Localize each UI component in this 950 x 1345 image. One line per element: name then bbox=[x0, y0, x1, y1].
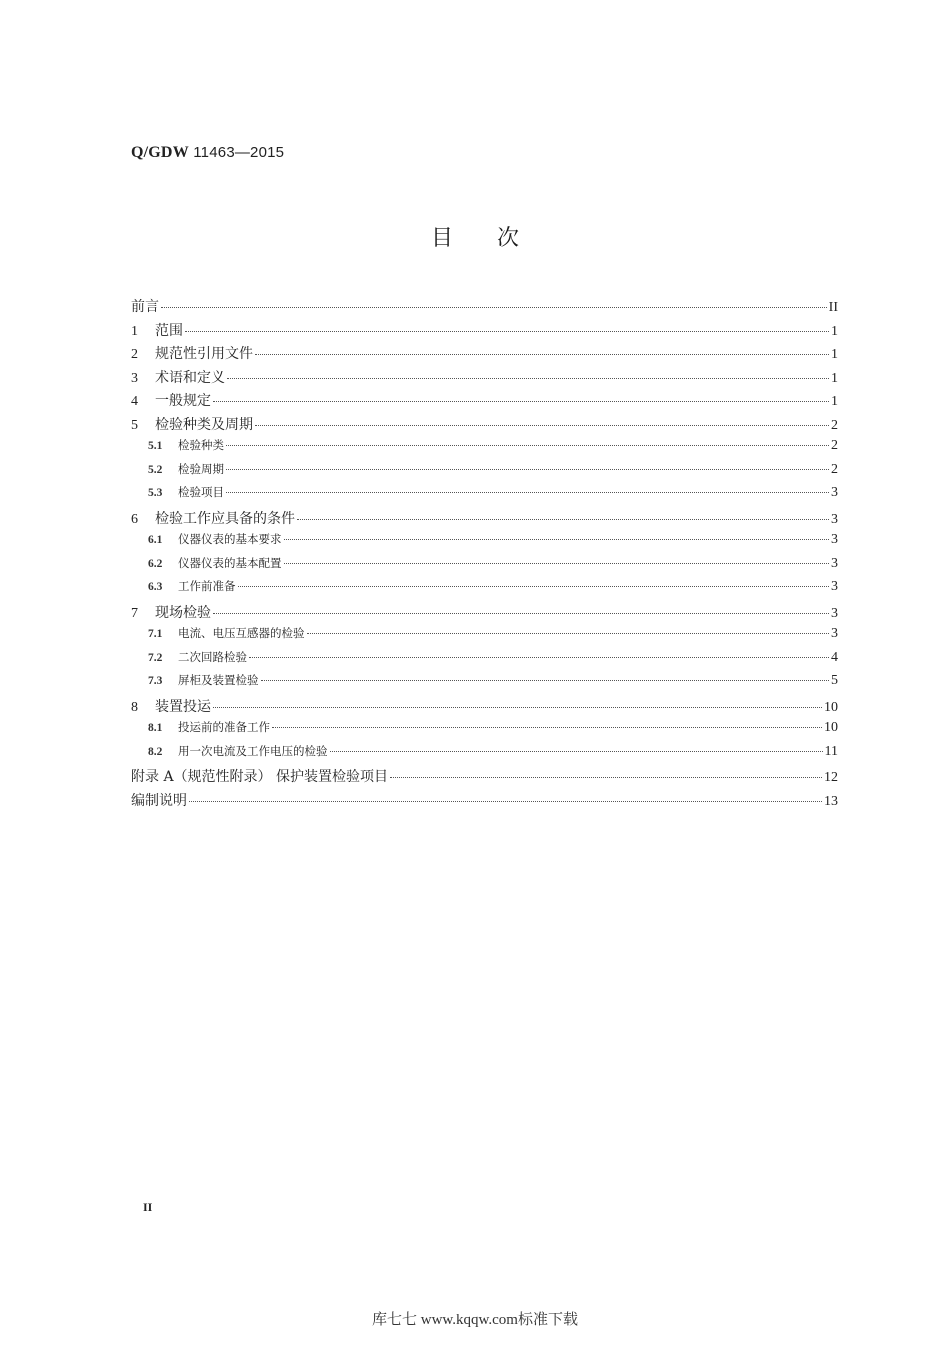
toc-page: 3 bbox=[831, 511, 838, 527]
toc-label: 检验种类 bbox=[178, 438, 224, 452]
toc-entry-7[interactable] bbox=[131, 602, 838, 626]
toc-label: 现场检验 bbox=[155, 604, 211, 621]
page-number: II bbox=[143, 1200, 153, 1214]
toc-label: 检验周期 bbox=[178, 461, 224, 476]
leader-dots bbox=[261, 680, 830, 681]
toc-entry-7-1[interactable] bbox=[131, 625, 838, 649]
leader-dots bbox=[284, 563, 830, 564]
toc-number: 1 bbox=[131, 323, 138, 339]
toc-number: 5 bbox=[131, 417, 138, 433]
toc-number: 3 bbox=[131, 370, 138, 386]
toc-page: 10 bbox=[824, 699, 838, 715]
leader-dots bbox=[255, 425, 829, 426]
toc-page: 3 bbox=[831, 579, 838, 594]
toc-number: 8.2 bbox=[148, 745, 163, 758]
toc-label: 编制说明 bbox=[131, 792, 187, 809]
leader-dots bbox=[226, 445, 829, 446]
standard-code bbox=[131, 144, 284, 162]
toc-entry-5-1[interactable] bbox=[131, 437, 838, 461]
toc-label: 附录 A（规范性附录） 保护装置检验项目 bbox=[131, 769, 389, 785]
toc-entry-6-2[interactable] bbox=[131, 555, 838, 579]
toc-page: 5 bbox=[831, 673, 838, 688]
toc-label: 检验工作应具备的条件 bbox=[155, 510, 295, 527]
toc-label: 屏柜及装置检验 bbox=[178, 673, 259, 687]
toc-label: 装置投运 bbox=[155, 698, 211, 715]
toc-number: 5.2 bbox=[148, 463, 163, 476]
leader-dots bbox=[226, 469, 829, 470]
toc-page: 2 bbox=[831, 417, 838, 433]
toc-page: 2 bbox=[831, 438, 838, 453]
toc-number: 8 bbox=[131, 699, 138, 715]
leader-dots bbox=[213, 707, 822, 708]
standard-prefix: Q/GDW bbox=[131, 144, 189, 161]
toc-label: 二次回路检验 bbox=[178, 649, 247, 664]
leader-dots bbox=[226, 492, 829, 493]
toc-label: 规范性引用文件 bbox=[155, 346, 253, 362]
toc-entry-explanation[interactable] bbox=[131, 790, 838, 814]
leader-dots bbox=[390, 777, 822, 778]
toc-entry-5-2[interactable] bbox=[131, 461, 838, 485]
toc-number: 6.2 bbox=[148, 557, 163, 570]
leader-dots bbox=[272, 727, 822, 728]
toc-number: 7 bbox=[131, 605, 138, 621]
leader-dots bbox=[307, 633, 830, 634]
toc-page: II bbox=[828, 300, 838, 315]
toc-page: 4 bbox=[831, 649, 838, 665]
toc-page: 3 bbox=[831, 605, 838, 621]
toc-entry-2[interactable] bbox=[131, 343, 838, 367]
toc-number: 8.1 bbox=[148, 722, 163, 734]
toc-entry-3[interactable] bbox=[131, 367, 838, 391]
toc-entry-5[interactable] bbox=[131, 414, 838, 438]
leader-dots bbox=[297, 519, 829, 520]
toc-page: 12 bbox=[824, 770, 838, 785]
toc-label: 检验项目 bbox=[178, 485, 224, 499]
toc-entry-7-3[interactable] bbox=[131, 672, 838, 696]
toc-page: 10 bbox=[824, 720, 838, 735]
toc-number: 6.1 bbox=[148, 534, 163, 546]
toc-label: 仪器仪表的基本配置 bbox=[178, 555, 282, 570]
leader-dots bbox=[227, 378, 829, 379]
toc-entry-8[interactable] bbox=[131, 696, 838, 720]
toc-number: 2 bbox=[131, 347, 138, 362]
toc-number: 5.3 bbox=[148, 487, 163, 499]
leader-dots bbox=[185, 331, 829, 332]
toc-entry-6-1[interactable] bbox=[131, 531, 838, 555]
toc-label: 投运前的准备工作 bbox=[178, 720, 270, 734]
leader-dots bbox=[161, 307, 827, 308]
toc-entry-6-3[interactable] bbox=[131, 578, 838, 602]
toc-page: 11 bbox=[824, 743, 838, 759]
leader-dots bbox=[238, 586, 830, 587]
toc-label: 用一次电流及工作电压的检验 bbox=[178, 743, 328, 758]
toc-label: 检验种类及周期 bbox=[155, 416, 253, 433]
toc-page: 3 bbox=[831, 626, 838, 641]
leader-dots bbox=[284, 539, 830, 540]
toc-page: 2 bbox=[831, 461, 838, 477]
leader-dots bbox=[213, 613, 829, 614]
toc-number: 6.3 bbox=[148, 581, 163, 593]
leader-dots bbox=[330, 751, 823, 752]
leader-dots bbox=[189, 801, 822, 802]
toc-page: 1 bbox=[831, 394, 838, 409]
leader-dots bbox=[213, 401, 829, 402]
toc-number: 5.1 bbox=[148, 440, 163, 452]
toc-entry-5-3[interactable] bbox=[131, 484, 838, 508]
toc-label: 一般规定 bbox=[155, 393, 211, 409]
footer-source-text: 库七七 www.kqqw.com标准下载 bbox=[372, 1312, 578, 1328]
toc-number: 7.2 bbox=[148, 651, 163, 664]
toc-entry-8-1[interactable] bbox=[131, 719, 838, 743]
toc-page: 1 bbox=[831, 370, 838, 386]
toc-page: 3 bbox=[831, 532, 838, 547]
toc-label: 前言 bbox=[131, 299, 159, 315]
toc-page: 3 bbox=[831, 555, 838, 571]
toc-label: 电流、电压互感器的检验 bbox=[178, 626, 305, 640]
toc-entry-4[interactable] bbox=[131, 390, 838, 414]
toc-label: 范围 bbox=[155, 322, 183, 339]
toc-entry-6[interactable] bbox=[131, 508, 838, 532]
toc-page: 3 bbox=[831, 485, 838, 500]
toc-number: 4 bbox=[131, 394, 138, 409]
toc-label: 工作前准备 bbox=[178, 579, 236, 593]
toc-label: 术语和定义 bbox=[155, 369, 225, 386]
toc-page: 1 bbox=[831, 347, 838, 362]
toc-entry-8-2[interactable] bbox=[131, 743, 838, 767]
leader-dots bbox=[249, 657, 829, 658]
toc-entry-appendix-a[interactable] bbox=[131, 766, 838, 790]
leader-dots bbox=[255, 354, 829, 355]
toc-number: 7.1 bbox=[148, 628, 163, 640]
table-of-contents bbox=[131, 296, 838, 813]
toc-number: 6 bbox=[131, 511, 138, 527]
toc-entry-1[interactable] bbox=[131, 320, 838, 344]
standard-number: 11463—2015 bbox=[188, 144, 285, 161]
toc-page: 1 bbox=[831, 323, 838, 339]
toc-entry-7-2[interactable] bbox=[131, 649, 838, 673]
page-title: 目次 bbox=[430, 226, 563, 251]
toc-number: 7.3 bbox=[148, 675, 163, 687]
toc-page: 13 bbox=[824, 793, 838, 809]
toc-label: 仪器仪表的基本要求 bbox=[178, 532, 282, 546]
toc-entry-foreword[interactable] bbox=[131, 296, 838, 320]
